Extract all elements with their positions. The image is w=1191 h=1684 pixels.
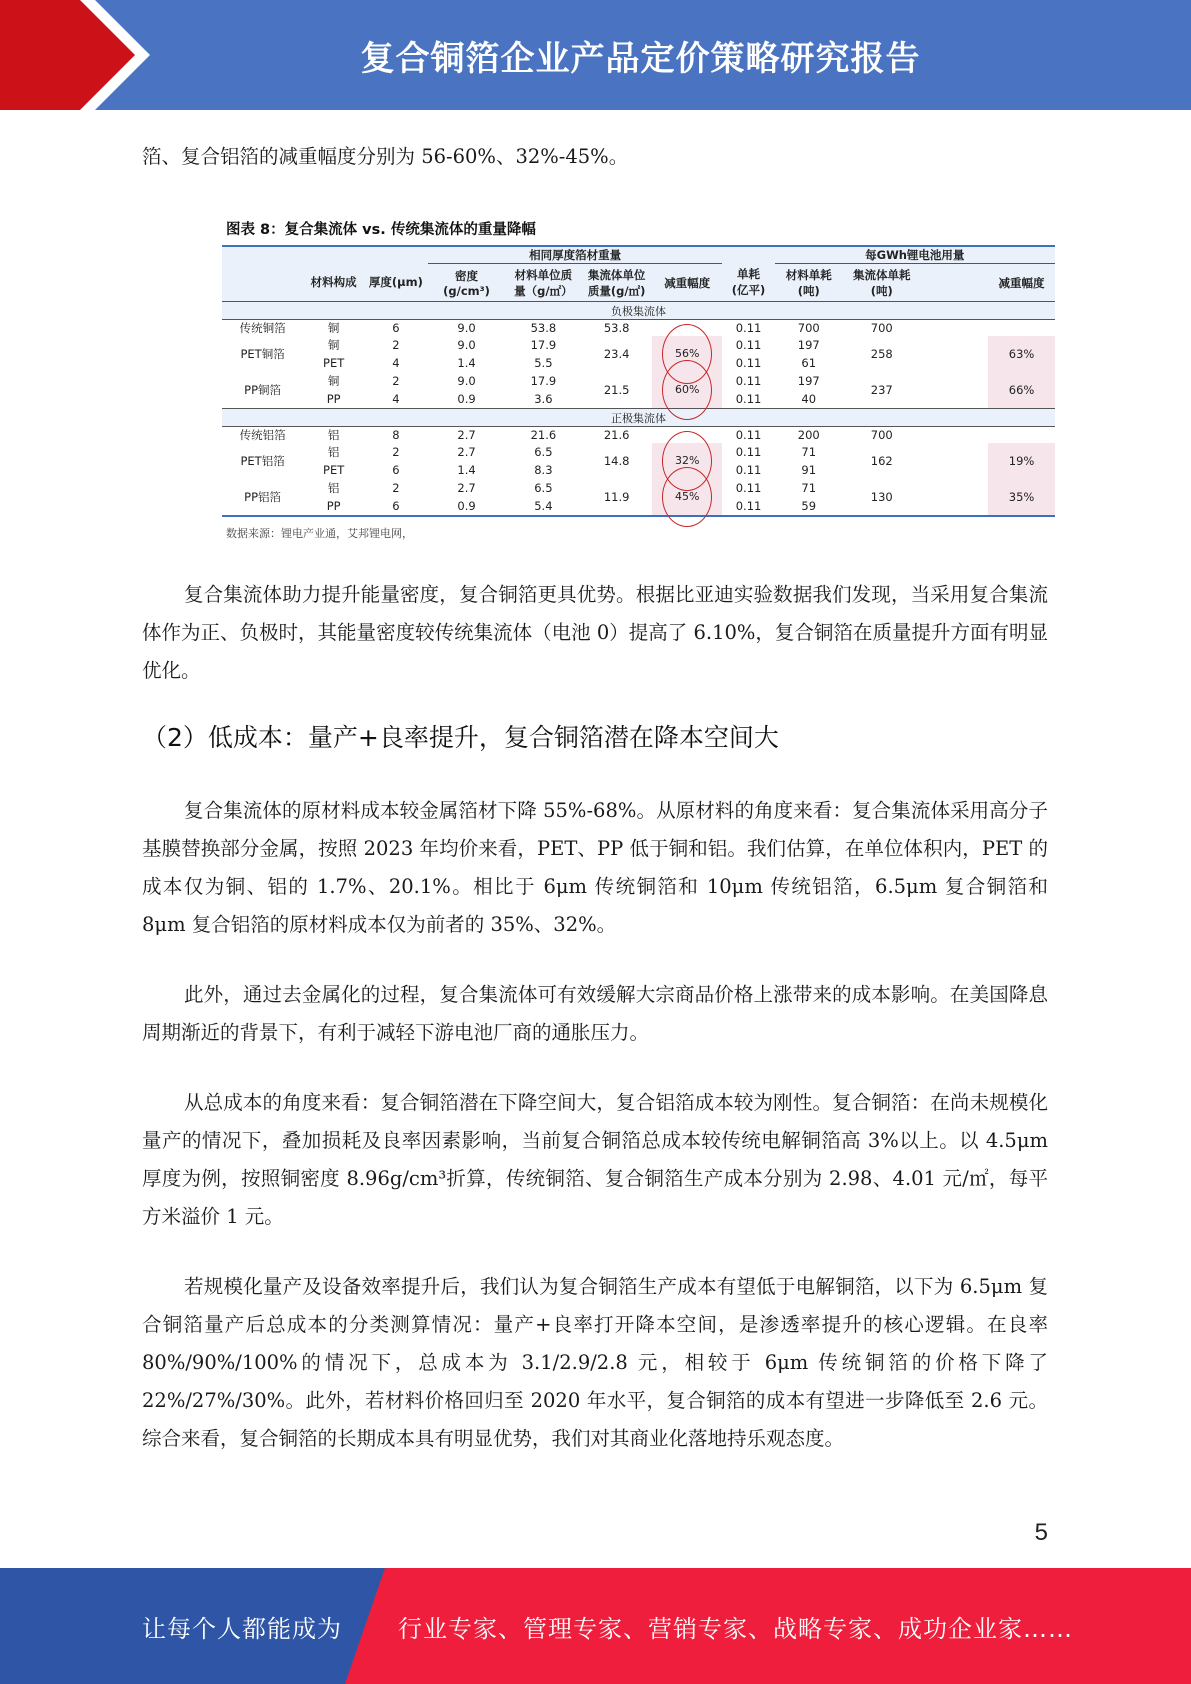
report-title: 复合铜箔企业产品定价策略研究报告 xyxy=(360,38,921,79)
highlight-circle: 60% xyxy=(662,360,712,420)
footer-slogan-right: 行业专家、管理专家、营销专家、战略专家、成功企业家…… xyxy=(398,1614,1073,1643)
col-density: 密度 (g/cm³) xyxy=(428,264,506,302)
figure-bottom-rule xyxy=(222,515,1055,517)
col-unit-mass: 材料单位质 量（g/㎡） xyxy=(505,264,581,302)
section-row-positive: 正极集流体 xyxy=(222,409,1055,427)
table-row: PET铝箔 铝 2 2.7 6.5 14.8 32% 0.11 71 162 19% xyxy=(222,443,1055,461)
page-footer xyxy=(0,1568,1191,1684)
col-reduction: 减重幅度 xyxy=(652,264,723,302)
paragraph-energy-density: 复合集流体助力提升能量密度，复合铜箔更具优势。根据比亚迪实验数据我们发现，当采用复合集流体作为正、负极时，其能量密度较传统集流体（电池 0）提高了 6.10%，复合铜箔在质量提升方面有明显优化。 xyxy=(142,583,1048,682)
table-row: PP铜箔 铜 2 9.0 17.9 21.5 60% 0.11 197 237 66% xyxy=(222,372,1055,390)
section-row-negative: 负极集流体 xyxy=(222,302,1055,320)
page-header xyxy=(0,0,1191,110)
paragraph-intro: 箔、复合铝箔的减重幅度分别为 56-60%、32%-45%。 xyxy=(142,145,629,168)
col-consumption: 单耗 (亿平) xyxy=(722,264,774,302)
table-row: PET铜箔 铜 2 9.0 17.9 23.4 56% 0.11 197 258 63% xyxy=(222,336,1055,354)
highlight-circle: 45% xyxy=(662,467,712,527)
table-row: PP 6 0.9 5.4 0.11 59 xyxy=(326,499,817,513)
table-row: PP铝箔 铝 2 2.7 6.5 11.9 45% 0.11 71 130 35% xyxy=(222,479,1055,497)
page-number: 5 xyxy=(1034,1519,1048,1546)
col-material-consumption: 材料单耗 (吨) xyxy=(775,264,843,302)
table-row: PP 4 0.9 3.6 0.11 40 xyxy=(326,391,817,406)
header-arrow-decoration xyxy=(0,0,150,110)
col-reduction-2: 减重幅度 xyxy=(988,264,1055,302)
highlight-circle: 32% xyxy=(662,431,712,491)
paragraph-raw-material-cost: 复合集流体的原材料成本较金属箔材下降 55%-68%。从原材料的角度来看：复合集流体采用高分子基膜替换部分金属，按照 2023 年均价来看，PET、PP 低于铜和铝。我们估算，在单位体积内，PET 的成本仅为铜、铝的 1.7%、20.1%。相比于 6μm 传统铜箔和 10μm 传统铝箔，6.5μm 复合铜箔和 8μm 复合铝箔的原材料成本仅为前者的 35%、32%。 xyxy=(142,799,1048,936)
col-collector-mass: 集流体单位 质量(g/㎡) xyxy=(581,264,652,302)
paragraph-total-cost: 从总成本的角度来看：复合铜箔潜在下降空间大，复合铝箔成本较为刚性。复合铜箔：在尚未规模化量产的情况下，叠加损耗及良率因素影响，当前复合铜箔总成本较传统电解铜箔高 3%以上。以 4.5μm 厚度为例，按照铜密度 8.96g/cm³折算，传统铜箔、复合铜箔生产成本分别为 2.98、4.01 元/㎡，每平方米溢价 1 元。 xyxy=(142,1091,1048,1228)
table-row: PET 4 1.4 5.5 0.11 61 xyxy=(323,356,817,370)
table-row: 传统铝箔 铝 8 2.7 21.6 21.6 0.11 200 700 xyxy=(239,428,893,442)
col-thickness: 厚度(μm) xyxy=(364,264,428,302)
highlight-circle: 56% xyxy=(662,324,712,384)
group-header-same-thickness: 相同厚度箔材重量 xyxy=(428,247,723,264)
table-row: 传统铜箔 铜 6 9.0 53.8 53.8 0.11 700 700 xyxy=(239,321,893,335)
paragraph-mass-production: 若规模化量产及设备效率提升后，我们认为复合铜箔生产成本有望低于电解铜箔，以下为 6.5μm 复合铜箔量产后总成本的分类测算情况：量产+良率打开降本空间，是渗透率提升的核心逻辑。在良率 80%/90%/100%的情况下，总成本为 3.1/2.9/2.8 元，相较于 6μm 传统铜箔的价格下降了 22%/27%/30%。此外，若材料价格回归至 2020 年水平，复合铜箔的成本有望进一步降低至 2.6 元。综合来看，复合铜箔的长期成本具有明显优势，我们对其商业化落地持乐观态度。 xyxy=(142,1275,1048,1450)
paragraph-demetallization: 此外，通过去金属化的过程，复合集流体可有效缓解大宗商品价格上涨带来的成本影响。在美国降息周期渐近的背景下，有利于减轻下游电池厂商的通胀压力。 xyxy=(142,983,1048,1044)
weight-table xyxy=(222,247,1055,515)
col-material: 材料构成 xyxy=(303,264,364,302)
footer-slogan-left: 让每个人都能成为 xyxy=(142,1614,342,1643)
figure-weight-reduction xyxy=(222,214,1055,541)
table-row: PET 6 1.4 8.3 0.11 91 xyxy=(323,463,817,477)
col-collector-consumption: 集流体单耗 (吨) xyxy=(843,264,921,302)
group-header-per-gwh: 每GWh锂电池用量 xyxy=(775,247,1055,264)
figure-title: 图表 8：复合集流体 vs. 传统集流体的重量降幅 xyxy=(222,214,1055,247)
figure-source: 数据来源：锂电产业通，艾邦锂电网， xyxy=(226,527,413,540)
section-heading: （2）低成本：量产+良率提升，复合铜箔潜在降本空间大 xyxy=(142,723,779,752)
